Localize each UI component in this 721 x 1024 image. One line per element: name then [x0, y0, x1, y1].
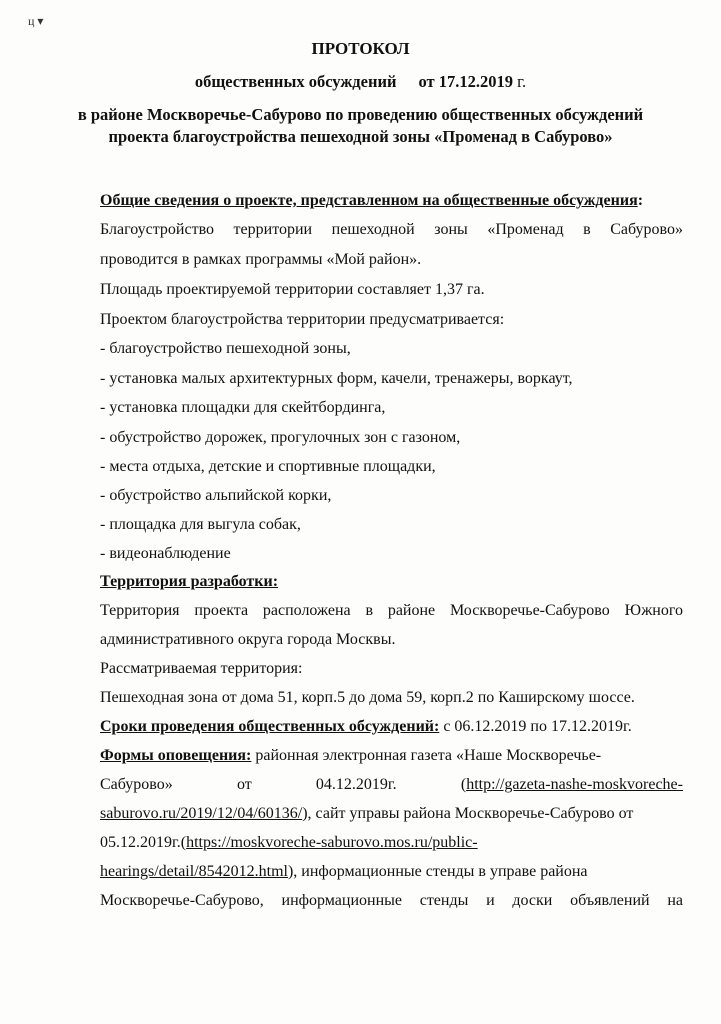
terms-heading: Сроки проведения общественных обсуждений:	[100, 718, 440, 735]
list-item: - места отдыха, детские и спортивные площадки,	[100, 458, 436, 475]
subtitle-date: от 17.12.2019	[418, 72, 514, 91]
site-link-part-2[interactable]: hearings/detail/8542012.html	[100, 863, 288, 880]
gazette-link-part-2[interactable]: saburovo.ru/2019/12/04/60136/	[100, 805, 303, 822]
notify-heading: Формы оповещения:	[100, 747, 252, 764]
stands-text: ), информационные стенды в управе района	[287, 863, 588, 880]
general-heading: Общие сведения о проекте, представленном на общественные обсуждения	[100, 192, 638, 209]
document-title: ПРОТОКОЛ	[311, 39, 410, 58]
notify-site-text: ), сайт управы района Москворечье-Сабурово от	[302, 805, 634, 822]
notify-line-3	[100, 804, 683, 824]
subject-line-2: проекта благоустройства пешеходной зоны «Променад в Сабурово»	[108, 127, 613, 146]
list-item: - площадка для выгула собак,	[100, 516, 301, 533]
list-item: - благоустройство пешеходной зоны,	[100, 340, 351, 357]
document-subject	[0, 104, 721, 148]
notify-line-1	[100, 746, 683, 766]
list-item: - обустройство альпийской корки,	[100, 487, 332, 504]
gazette-name-end: Сабурово»	[100, 776, 173, 793]
territory-heading: Территория разработки:	[100, 573, 279, 590]
pedestrian-zone-text: Пешеходная зона от дома 51, корп.5 до дома 59, корп.2 по Каширскому шоссе.	[100, 689, 635, 706]
territory-paragraph-line-1: Территория проекта расположена в районе Москворечье-Сабурово Южного	[100, 602, 683, 619]
considered-territory-label: Рассматриваемая территория:	[100, 660, 303, 677]
from-word: от	[236, 776, 252, 793]
terms-row	[100, 717, 683, 737]
list-item: - установка площадки для скейтбординга,	[100, 399, 386, 416]
general-paragraph-line-1: Благоустройство территории пешеходной зоны «Променад в Сабурово»	[100, 221, 683, 238]
gazette-link-part-1[interactable]: http://gazeta-nashe-moskvoreche-	[466, 776, 683, 793]
gazette-date: 04.12.2019г.	[315, 776, 397, 793]
document-subtitle	[0, 72, 721, 92]
territory-paragraph-line-2: административного округа города Москвы.	[100, 631, 396, 648]
terms-dates: с 06.12.2019 по 17.12.2019г.	[439, 718, 632, 735]
list-item: - видеонаблюдение	[100, 545, 231, 562]
subtitle-discussions: общественных обсуждений	[194, 72, 397, 91]
site-date: 05.12.2019г.(	[100, 834, 187, 851]
notify-line-2	[100, 775, 683, 795]
site-link-part-1[interactable]: https://moskvoreche-saburovo.mos.ru/public-	[186, 834, 478, 851]
scan-marks: ц ▾	[28, 14, 44, 28]
gazette-link-start: (http://gazeta-nashe-moskvoreche-	[460, 776, 683, 793]
general-heading-row	[100, 191, 683, 211]
subtitle-year-suffix: г.	[517, 72, 527, 91]
notify-line-6: Москворечье-Сабурово, информационные стенды и доски объявлений на	[100, 892, 683, 909]
area-text: Площадь проектируемой территории составляет 1,37 га.	[100, 281, 485, 298]
notify-line-5	[100, 862, 683, 882]
notify-line-4	[100, 833, 683, 853]
list-item: - установка малых архитектурных форм, качели, тренажеры, воркаут,	[100, 370, 573, 387]
notify-gazette-text: районная электронная газета «Наше Москворечье-	[251, 747, 602, 764]
general-heading-colon: :	[637, 192, 644, 209]
subject-line-1: в районе Москворечье-Сабурово по проведению общественных обсуждений	[77, 105, 644, 124]
list-item: - обустройство дорожек, прогулочных зон с газоном,	[100, 429, 461, 446]
provisions-intro: Проектом благоустройства территории предусматривается:	[100, 311, 505, 328]
general-paragraph-line-2: проводится в рамках программы «Мой район».	[100, 251, 422, 268]
territory-heading-row	[100, 572, 683, 592]
